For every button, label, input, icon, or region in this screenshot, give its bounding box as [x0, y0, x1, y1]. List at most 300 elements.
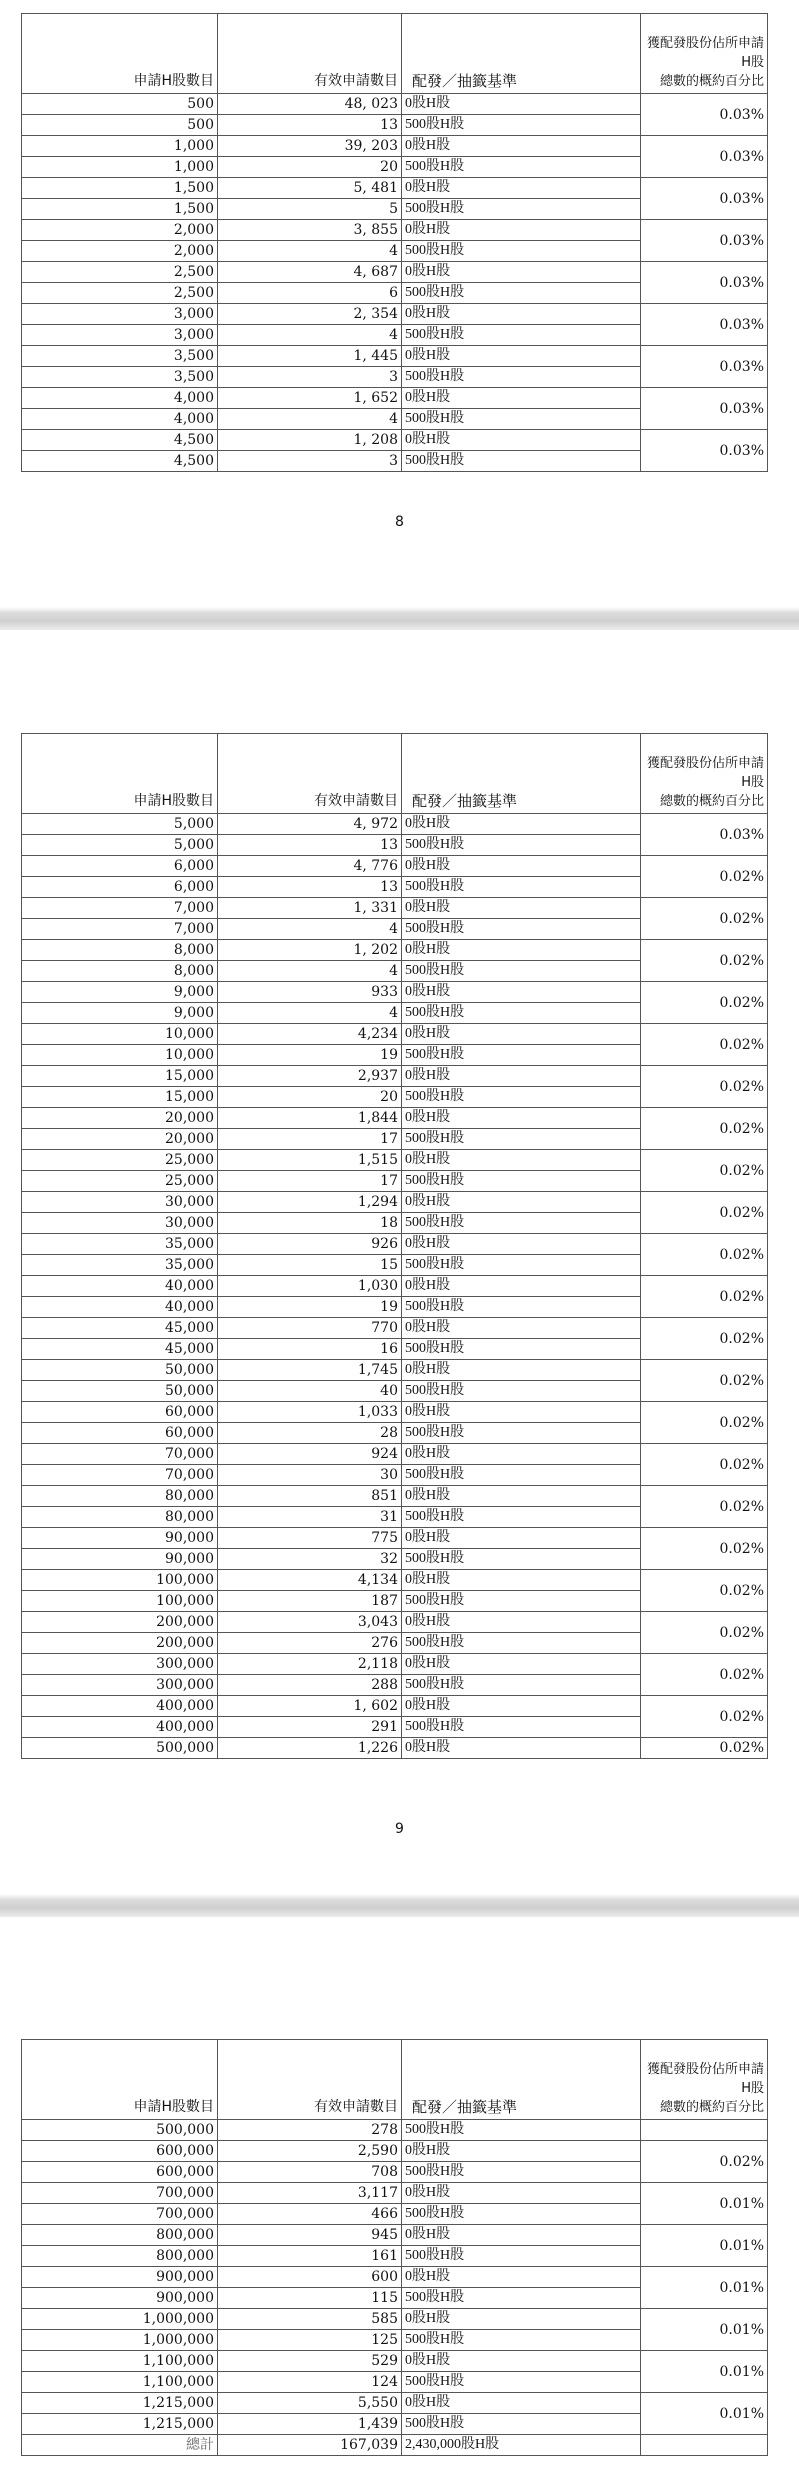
- total-valid-applications: 167,039: [218, 2435, 402, 2456]
- valid-applications-cell: 770: [218, 1318, 402, 1339]
- valid-applications-cell: 20: [218, 157, 402, 178]
- table-row: [22, 1528, 768, 1549]
- allocation-basis-cell: 0股H股: [402, 1360, 641, 1381]
- valid-applications-cell: 4,234: [218, 1024, 402, 1045]
- allocation-basis-cell: 500股H股: [402, 2414, 641, 2435]
- shares-applied-cell: 45,000: [22, 1339, 218, 1360]
- shares-applied-cell: 50,000: [22, 1360, 218, 1381]
- shares-applied-cell: 1,500: [22, 199, 218, 220]
- valid-applications-cell: 4: [218, 919, 402, 940]
- allocation-basis-cell: 0股H股: [402, 1192, 641, 1213]
- valid-applications-cell: 1,745: [218, 1360, 402, 1381]
- allocation-basis-cell: 500股H股: [402, 1381, 641, 1402]
- valid-applications-cell: 2,118: [218, 1654, 402, 1675]
- table-body: [22, 94, 768, 472]
- approx-percentage-cell: 0.02%: [641, 982, 768, 1024]
- shares-applied-cell: 1,500: [22, 178, 218, 199]
- shares-applied-cell: 3,000: [22, 325, 218, 346]
- shares-applied-cell: 700,000: [22, 2183, 218, 2204]
- shares-applied-cell: 3,500: [22, 346, 218, 367]
- allocation-basis-cell: 0股H股: [402, 2393, 641, 2414]
- header-valid-applications: 有效申請數目: [218, 14, 402, 94]
- valid-applications-cell: 933: [218, 982, 402, 1003]
- approx-percentage-cell: 0.02%: [641, 1108, 768, 1150]
- shares-applied-cell: 400,000: [22, 1717, 218, 1738]
- allocation-basis-cell: 500股H股: [402, 1549, 641, 1570]
- valid-applications-cell: 39, 203: [218, 136, 402, 157]
- table-header-row: [22, 2040, 768, 2120]
- shares-applied-cell: 5,000: [22, 835, 218, 856]
- shares-applied-cell: 80,000: [22, 1507, 218, 1528]
- allocation-basis-cell: 500股H股: [402, 115, 641, 136]
- table-row: [22, 1360, 768, 1381]
- table-row: [22, 982, 768, 1003]
- valid-applications-cell: 161: [218, 2246, 402, 2267]
- shares-applied-cell: 500: [22, 94, 218, 115]
- table-body: [22, 814, 768, 1759]
- allocation-basis-cell: 0股H股: [402, 178, 641, 199]
- allocation-basis-cell: 0股H股: [402, 136, 641, 157]
- total-label: 總計: [22, 2435, 218, 2456]
- shares-applied-cell: 40,000: [22, 1276, 218, 1297]
- allocation-basis-cell: 500股H股: [402, 2372, 641, 2393]
- table-row: [22, 1444, 768, 1465]
- valid-applications-cell: 115: [218, 2288, 402, 2309]
- shares-applied-cell: 500: [22, 115, 218, 136]
- shares-applied-cell: 1,215,000: [22, 2393, 218, 2414]
- approx-percentage-cell: 0.02%: [641, 1150, 768, 1192]
- shares-applied-cell: 35,000: [22, 1234, 218, 1255]
- shares-applied-cell: 300,000: [22, 1654, 218, 1675]
- allocation-basis-cell: 500股H股: [402, 241, 641, 262]
- document-page-1: [0, 0, 799, 607]
- table-row: [22, 2141, 768, 2162]
- shares-applied-cell: 8,000: [22, 940, 218, 961]
- allocation-basis-cell: 0股H股: [402, 1066, 641, 1087]
- shares-applied-cell: 300,000: [22, 1675, 218, 1696]
- valid-applications-cell: 851: [218, 1486, 402, 1507]
- allocation-basis-cell: 500股H股: [402, 1171, 641, 1192]
- approx-percentage-cell: 0.02%: [641, 898, 768, 940]
- table-header-row: [22, 14, 768, 94]
- table-row: [22, 1696, 768, 1717]
- shares-applied-cell: 70,000: [22, 1444, 218, 1465]
- shares-applied-cell: 1,000,000: [22, 2330, 218, 2351]
- allocation-basis-cell: 0股H股: [402, 814, 641, 835]
- allocation-basis-cell: 500股H股: [402, 1423, 641, 1444]
- shares-applied-cell: 6,000: [22, 856, 218, 877]
- valid-applications-cell: 31: [218, 1507, 402, 1528]
- table-row: [22, 2225, 768, 2246]
- table-row: [22, 346, 768, 367]
- approx-percentage-cell: 0.02%: [641, 1360, 768, 1402]
- approx-percentage-cell: 0.02%: [641, 1738, 768, 1759]
- shares-applied-cell: 4,500: [22, 451, 218, 472]
- approx-percentage-cell: 0.02%: [641, 1318, 768, 1360]
- shares-applied-cell: 20,000: [22, 1129, 218, 1150]
- allocation-basis-cell: 0股H股: [402, 94, 641, 115]
- shares-applied-cell: 40,000: [22, 1297, 218, 1318]
- valid-applications-cell: 1,294: [218, 1192, 402, 1213]
- valid-applications-cell: 278: [218, 2120, 402, 2141]
- shares-applied-cell: 70,000: [22, 1465, 218, 1486]
- valid-applications-cell: 4: [218, 961, 402, 982]
- allocation-basis-cell: 0股H股: [402, 1570, 641, 1591]
- table-row: [22, 2309, 768, 2330]
- allocation-basis-cell: 500股H股: [402, 2120, 641, 2141]
- valid-applications-cell: 529: [218, 2351, 402, 2372]
- allocation-basis-cell: 0股H股: [402, 430, 641, 451]
- valid-applications-cell: 17: [218, 1129, 402, 1150]
- allocation-basis-cell: 500股H股: [402, 1087, 641, 1108]
- table-body: [22, 2120, 768, 2456]
- approx-percentage-cell: 0.02%: [641, 1234, 768, 1276]
- allocation-table-page-2: [21, 733, 768, 1759]
- allocation-basis-cell: 0股H股: [402, 1528, 641, 1549]
- table-row: [22, 1276, 768, 1297]
- valid-applications-cell: 1, 652: [218, 388, 402, 409]
- valid-applications-cell: 18: [218, 1213, 402, 1234]
- header-valid-applications: 有效申請數目: [218, 734, 402, 814]
- valid-applications-cell: 6: [218, 283, 402, 304]
- valid-applications-cell: 4: [218, 325, 402, 346]
- approx-percentage-cell: 0.03%: [641, 346, 768, 388]
- shares-applied-cell: 600,000: [22, 2141, 218, 2162]
- allocation-basis-cell: 500股H股: [402, 451, 641, 472]
- shares-applied-cell: 5,000: [22, 814, 218, 835]
- shares-applied-cell: 6,000: [22, 877, 218, 898]
- allocation-basis-cell: 0股H股: [402, 2351, 641, 2372]
- allocation-basis-cell: 0股H股: [402, 1108, 641, 1129]
- shares-applied-cell: 500,000: [22, 1738, 218, 1759]
- header-valid-applications: 有效申請數目: [218, 2040, 402, 2120]
- valid-applications-cell: 3, 855: [218, 220, 402, 241]
- approx-percentage-cell: 0.03%: [641, 94, 768, 136]
- valid-applications-cell: 1,033: [218, 1402, 402, 1423]
- allocation-basis-cell: 500股H股: [402, 409, 641, 430]
- valid-applications-cell: 4: [218, 409, 402, 430]
- approx-percentage-cell: 0.01%: [641, 2351, 768, 2393]
- allocation-basis-cell: 500股H股: [402, 1507, 641, 1528]
- valid-applications-cell: 15: [218, 1255, 402, 1276]
- valid-applications-cell: 4, 972: [218, 814, 402, 835]
- allocation-basis-cell: 500股H股: [402, 835, 641, 856]
- valid-applications-cell: 3: [218, 451, 402, 472]
- table-row: [22, 2351, 768, 2372]
- allocation-basis-cell: 0股H股: [402, 940, 641, 961]
- shares-applied-cell: 1,000,000: [22, 2309, 218, 2330]
- valid-applications-cell: 1,030: [218, 1276, 402, 1297]
- valid-applications-cell: 288: [218, 1675, 402, 1696]
- table-header-row: [22, 734, 768, 814]
- shares-applied-cell: 9,000: [22, 982, 218, 1003]
- valid-applications-cell: 20: [218, 1087, 402, 1108]
- allocation-basis-cell: 500股H股: [402, 367, 641, 388]
- shares-applied-cell: 60,000: [22, 1402, 218, 1423]
- shares-applied-cell: 20,000: [22, 1108, 218, 1129]
- table-row: [22, 1402, 768, 1423]
- valid-applications-cell: 13: [218, 877, 402, 898]
- valid-applications-cell: 13: [218, 115, 402, 136]
- allocation-basis-cell: 0股H股: [402, 262, 641, 283]
- shares-applied-cell: 700,000: [22, 2204, 218, 2225]
- approx-percentage-cell: 0.02%: [641, 1654, 768, 1696]
- valid-applications-cell: 3,117: [218, 2183, 402, 2204]
- valid-applications-cell: 3,043: [218, 1612, 402, 1633]
- valid-applications-cell: 124: [218, 2372, 402, 2393]
- page-separator: [0, 607, 799, 630]
- valid-applications-cell: 2, 354: [218, 304, 402, 325]
- valid-applications-cell: 2,590: [218, 2141, 402, 2162]
- approx-percentage-cell: 0.03%: [641, 430, 768, 472]
- allocation-basis-cell: 0股H股: [402, 1612, 641, 1633]
- table-row: [22, 136, 768, 157]
- shares-applied-cell: 1,100,000: [22, 2372, 218, 2393]
- page-number: 8: [395, 514, 404, 530]
- allocation-basis-cell: 0股H股: [402, 1486, 641, 1507]
- approx-percentage-cell: 0.02%: [641, 940, 768, 982]
- allocation-basis-cell: 0股H股: [402, 1696, 641, 1717]
- valid-applications-cell: 30: [218, 1465, 402, 1486]
- header-approx-percentage: 獲配發股份佔所申請H股 總數的概約百分比: [641, 2040, 768, 2120]
- table-row: [22, 1150, 768, 1171]
- shares-applied-cell: 400,000: [22, 1696, 218, 1717]
- allocation-basis-cell: 500股H股: [402, 1465, 641, 1486]
- approx-percentage-cell: 0.01%: [641, 2267, 768, 2309]
- approx-percentage-cell: 0.03%: [641, 136, 768, 178]
- allocation-basis-cell: 500股H股: [402, 1633, 641, 1654]
- table-row: [22, 940, 768, 961]
- valid-applications-cell: 187: [218, 1591, 402, 1612]
- header-shares-applied: 申請H股數目: [22, 734, 218, 814]
- shares-applied-cell: 3,500: [22, 367, 218, 388]
- table-row: [22, 178, 768, 199]
- allocation-basis-cell: 500股H股: [402, 1003, 641, 1024]
- valid-applications-cell: 926: [218, 1234, 402, 1255]
- table-row: [22, 1612, 768, 1633]
- shares-applied-cell: 800,000: [22, 2225, 218, 2246]
- valid-applications-cell: 5, 481: [218, 178, 402, 199]
- table-row: [22, 2120, 768, 2141]
- shares-applied-cell: 25,000: [22, 1171, 218, 1192]
- valid-applications-cell: 2,937: [218, 1066, 402, 1087]
- allocation-basis-cell: 0股H股: [402, 2309, 641, 2330]
- table-row: [22, 1234, 768, 1255]
- valid-applications-cell: 4,134: [218, 1570, 402, 1591]
- table-row: [22, 1318, 768, 1339]
- allocation-basis-cell: 500股H股: [402, 199, 641, 220]
- approx-percentage-cell: [641, 2120, 768, 2141]
- shares-applied-cell: 100,000: [22, 1570, 218, 1591]
- allocation-basis-cell: 500股H股: [402, 325, 641, 346]
- approx-percentage-cell: 0.01%: [641, 2225, 768, 2267]
- table-row: [22, 1024, 768, 1045]
- allocation-basis-cell: 0股H股: [402, 304, 641, 325]
- valid-applications-cell: 924: [218, 1444, 402, 1465]
- allocation-basis-cell: 500股H股: [402, 1675, 641, 1696]
- table-row: [22, 430, 768, 451]
- table-row: [22, 262, 768, 283]
- approx-percentage-cell: 0.03%: [641, 178, 768, 220]
- valid-applications-cell: 4, 776: [218, 856, 402, 877]
- allocation-basis-cell: 0股H股: [402, 1444, 641, 1465]
- approx-percentage-cell: 0.03%: [641, 388, 768, 430]
- shares-applied-cell: 4,000: [22, 388, 218, 409]
- allocation-basis-cell: 500股H股: [402, 1591, 641, 1612]
- header-approx-percentage: 獲配發股份佔所申請H股 總數的概約百分比: [641, 734, 768, 814]
- allocation-basis-cell: 500股H股: [402, 2330, 641, 2351]
- table-row: [22, 1486, 768, 1507]
- allocation-basis-cell: 0股H股: [402, 2225, 641, 2246]
- total-allocation-basis: 2,430,000股H股: [402, 2435, 641, 2456]
- header-allocation-basis: 配發／抽籤基準: [402, 734, 641, 814]
- total-row: [22, 2435, 768, 2456]
- valid-applications-cell: 19: [218, 1045, 402, 1066]
- valid-applications-cell: 466: [218, 2204, 402, 2225]
- approx-percentage-cell: 0.03%: [641, 304, 768, 346]
- approx-percentage-cell: 0.02%: [641, 1066, 768, 1108]
- allocation-basis-cell: 500股H股: [402, 877, 641, 898]
- allocation-basis-cell: 500股H股: [402, 1339, 641, 1360]
- approx-percentage-cell: 0.01%: [641, 2309, 768, 2351]
- shares-applied-cell: 100,000: [22, 1591, 218, 1612]
- approx-percentage-cell: 0.02%: [641, 1528, 768, 1570]
- valid-applications-cell: 1, 331: [218, 898, 402, 919]
- allocation-basis-cell: 0股H股: [402, 1654, 641, 1675]
- approx-percentage-cell: 0.03%: [641, 262, 768, 304]
- approx-percentage-cell: 0.02%: [641, 1612, 768, 1654]
- valid-applications-cell: 945: [218, 2225, 402, 2246]
- allocation-basis-cell: 500股H股: [402, 2162, 641, 2183]
- allocation-basis-cell: 0股H股: [402, 1150, 641, 1171]
- shares-applied-cell: 8,000: [22, 961, 218, 982]
- approx-percentage-cell: 0.02%: [641, 1570, 768, 1612]
- page-number: 9: [395, 1821, 404, 1837]
- valid-applications-cell: 17: [218, 1171, 402, 1192]
- shares-applied-cell: 900,000: [22, 2267, 218, 2288]
- valid-applications-cell: 1, 445: [218, 346, 402, 367]
- shares-applied-cell: 25,000: [22, 1150, 218, 1171]
- allocation-basis-cell: 500股H股: [402, 1717, 641, 1738]
- valid-applications-cell: 4, 687: [218, 262, 402, 283]
- shares-applied-cell: 9,000: [22, 1003, 218, 1024]
- shares-applied-cell: 45,000: [22, 1318, 218, 1339]
- shares-applied-cell: 10,000: [22, 1024, 218, 1045]
- shares-applied-cell: 7,000: [22, 919, 218, 940]
- allocation-basis-cell: 500股H股: [402, 1045, 641, 1066]
- table-row: [22, 814, 768, 835]
- approx-percentage-cell: 0.02%: [641, 2141, 768, 2183]
- document-page-2: [0, 630, 799, 1894]
- approx-percentage-cell: 0.01%: [641, 2393, 768, 2435]
- allocation-basis-cell: 0股H股: [402, 2267, 641, 2288]
- shares-applied-cell: 7,000: [22, 898, 218, 919]
- page-separator: [0, 1894, 799, 1917]
- shares-applied-cell: 3,000: [22, 304, 218, 325]
- approx-percentage-cell: 0.02%: [641, 1444, 768, 1486]
- table-row: [22, 856, 768, 877]
- table-row: [22, 220, 768, 241]
- header-allocation-basis: 配發／抽籤基準: [402, 2040, 641, 2120]
- table-row: [22, 898, 768, 919]
- allocation-table-page-1: [21, 13, 768, 472]
- table-row: [22, 1738, 768, 1759]
- allocation-basis-cell: 0股H股: [402, 856, 641, 877]
- shares-applied-cell: 1,215,000: [22, 2414, 218, 2435]
- valid-applications-cell: 1, 202: [218, 940, 402, 961]
- shares-applied-cell: 2,500: [22, 283, 218, 304]
- allocation-basis-cell: 0股H股: [402, 2183, 641, 2204]
- valid-applications-cell: 13: [218, 835, 402, 856]
- valid-applications-cell: 1,226: [218, 1738, 402, 1759]
- valid-applications-cell: 4: [218, 241, 402, 262]
- valid-applications-cell: 32: [218, 1549, 402, 1570]
- valid-applications-cell: 3: [218, 367, 402, 388]
- valid-applications-cell: 5: [218, 199, 402, 220]
- document-page-3: [0, 1917, 799, 2465]
- allocation-basis-cell: 0股H股: [402, 1318, 641, 1339]
- shares-applied-cell: 4,000: [22, 409, 218, 430]
- shares-applied-cell: 15,000: [22, 1087, 218, 1108]
- shares-applied-cell: 30,000: [22, 1213, 218, 1234]
- shares-applied-cell: 50,000: [22, 1381, 218, 1402]
- allocation-basis-cell: 500股H股: [402, 2288, 641, 2309]
- shares-applied-cell: 2,000: [22, 241, 218, 262]
- shares-applied-cell: 10,000: [22, 1045, 218, 1066]
- approx-percentage-cell: 0.02%: [641, 1024, 768, 1066]
- shares-applied-cell: 200,000: [22, 1612, 218, 1633]
- shares-applied-cell: 30,000: [22, 1192, 218, 1213]
- total-percentage-cell: [641, 2435, 768, 2456]
- valid-applications-cell: 1, 602: [218, 1696, 402, 1717]
- table-row: [22, 2183, 768, 2204]
- valid-applications-cell: 1,844: [218, 1108, 402, 1129]
- valid-applications-cell: 125: [218, 2330, 402, 2351]
- table-row: [22, 304, 768, 325]
- shares-applied-cell: 2,500: [22, 262, 218, 283]
- table-row: [22, 1570, 768, 1591]
- valid-applications-cell: 40: [218, 1381, 402, 1402]
- allocation-table-page-3: [21, 2039, 768, 2456]
- allocation-basis-cell: 0股H股: [402, 2141, 641, 2162]
- valid-applications-cell: 16: [218, 1339, 402, 1360]
- valid-applications-cell: 48, 023: [218, 94, 402, 115]
- allocation-basis-cell: 500股H股: [402, 2204, 641, 2225]
- valid-applications-cell: 5,550: [218, 2393, 402, 2414]
- allocation-basis-cell: 0股H股: [402, 1024, 641, 1045]
- shares-applied-cell: 4,500: [22, 430, 218, 451]
- shares-applied-cell: 1,000: [22, 157, 218, 178]
- table-row: [22, 1654, 768, 1675]
- shares-applied-cell: 200,000: [22, 1633, 218, 1654]
- table-row: [22, 1192, 768, 1213]
- shares-applied-cell: 500,000: [22, 2120, 218, 2141]
- allocation-basis-cell: 500股H股: [402, 1213, 641, 1234]
- valid-applications-cell: 1, 208: [218, 430, 402, 451]
- header-shares-applied: 申請H股數目: [22, 14, 218, 94]
- allocation-basis-cell: 0股H股: [402, 1276, 641, 1297]
- allocation-basis-cell: 500股H股: [402, 919, 641, 940]
- approx-percentage-cell: 0.01%: [641, 2183, 768, 2225]
- header-shares-applied: 申請H股數目: [22, 2040, 218, 2120]
- shares-applied-cell: 600,000: [22, 2162, 218, 2183]
- shares-applied-cell: 1,100,000: [22, 2351, 218, 2372]
- allocation-basis-cell: 0股H股: [402, 898, 641, 919]
- approx-percentage-cell: 0.02%: [641, 856, 768, 898]
- valid-applications-cell: 1,439: [218, 2414, 402, 2435]
- approx-percentage-cell: 0.02%: [641, 1276, 768, 1318]
- valid-applications-cell: 600: [218, 2267, 402, 2288]
